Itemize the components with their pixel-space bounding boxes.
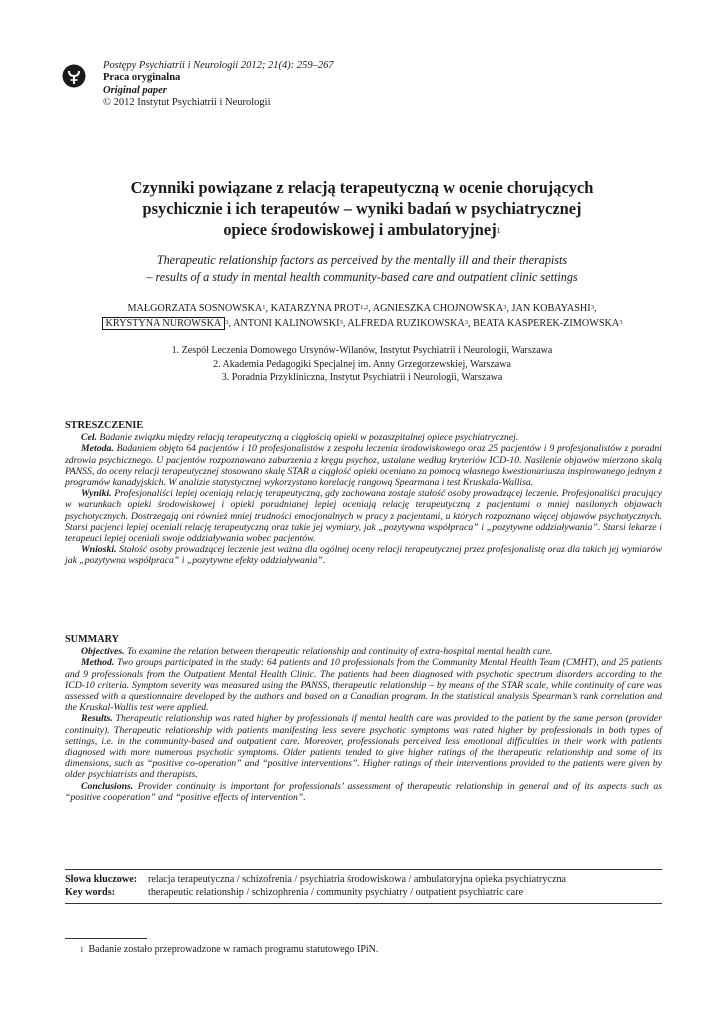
abstract-paragraph: Metoda. Badaniem objęto 64 pacjentów i 10 profesjonalistów z zespołu leczenia środowiskowego oraz 25 pacjentów i 9 profesjonalistów z poradni zdrowia psychicznego. U pacjentów rozpoznawano zaburzenia z kręgu psychoz, ustalane według kryteriów ICD-10. Nasilenie objawów mierzono skalą PANSS, do oceny relacji terapeutycznej stosowano skalę STAR a ciągłość opieki oceniano za pomocą własnego kwestionariusza inspirowanego jednym z programów kanadyjskich. W analizie statystycznej wykorzystano korelację rangową Spearmana i test Kruskala-Wallisa. <box>65 443 662 489</box>
abstract-paragraph: Method. Two groups participated in the study: 64 patients and 10 professionals from the Community Mental Health Team (CMHT), and 25 patients and 9 professionals from the Outpatient Mental Health Clinic. The patients had been diagnosed with psychotic spectrum disorders according to the ICD-10 criteria. Symptom severity was measured using the PANSS, therapeutic relationship – by means of the STAR scale, while continuity of care was assessed with a questionnaire developed by the authors and based on a Canadian program. In the statistical analysis Spearman’s rank correlation and the Kruskal-Wallis test were applied. <box>65 657 662 714</box>
author-line: KRYSTYNA NUROWSKA $^3$, ANTONI KALINOWSKI$^3$, ALFREDA RUZIKOWSKA$^3$, BEATA KASPEREK-ZIMOWSKA$^3$ <box>50 316 674 331</box>
footnote-mark: 1 <box>80 946 84 954</box>
abstract-pl <box>65 420 662 567</box>
footnote-rule <box>65 938 147 939</box>
title-footnote-mark: 1 <box>496 226 501 235</box>
author-line: MAŁGORZATA SOSNOWSKA$^1$, KATARZYNA PROT$^{1,2}$, AGNIESZKA CHOJNOWSKA$^3$, JAN KOBAYASHI$^3$, <box>127 303 597 314</box>
section-heading: STRESZCZENIE <box>65 420 144 431</box>
journal-header <box>103 60 334 110</box>
footnote-text: Badanie zostało przeprowadzone w ramach programu statutowego IPiN. <box>88 944 379 955</box>
title-line-text: opiece środowiskowej i ambulatoryjnej <box>223 220 497 239</box>
keywords-pl: Słowa kluczowe: relacja terapeutyczna / schizofrenia / psychiatria środowiskowa / ambulatoryjna opieka psychiatryczna <box>65 874 567 885</box>
section-heading: SUMMARY <box>65 634 119 645</box>
title-line: Czynniki powiązane z relacją terapeutyczną w ocenie chorujących <box>130 178 594 197</box>
author: AGNIESZKA CHOJNOWSKA$^3$ <box>372 303 507 314</box>
abstract-paragraph: Results. Therapeutic relationship was rated higher by professionals if mental health care was provided to the patient by the same person (provider continuity). Therapeutic relationship with patients manifesting less severe psychotic symptoms was rated higher by professionals in both types of settings, i.e. in the community-based and outpatient care. Moreover, professionals perceived less emotional difficulties in their work with patients diagnosed with more numerous psychotic symptoms. Older patients tended to give higher ratings of the therapeutic relationship and some of its dimensions, such as “positive co-operation” and “positive interventions”. Higher ratings of their interventions provided to the patients were given by older psychiatrists and therapists. <box>65 713 662 781</box>
journal-citation: Postępy Psychiatrii i Neurologii 2012; 21(4): 259–267 <box>103 60 334 71</box>
journal-logo-icon <box>62 64 86 88</box>
abstract-paragraph: Cel. Badanie związku między relacją terapeutyczną a ciągłością opieki w pozaszpitalnej opiece psychiatrycznej. <box>81 432 519 444</box>
abstract-paragraph: Wnioski. Stałość osoby prowadzącej leczenie jest ważna dla ogólnej oceny relacji terapeutycznej przez profesjonalistę oraz dla takich jej wymiarów jak „pozytywna współpraca” i „pozytywne efekty oddziaływania”. <box>65 544 662 567</box>
author: JAN KOBAYASHI$^3$ <box>511 303 594 314</box>
keywords-en: Key words: therapeutic relationship / schizophrenia / community psychiatry / outpatient psychiatric care <box>65 886 524 898</box>
paper-type-en: Original paper <box>103 84 167 96</box>
footnote <box>80 944 378 956</box>
affiliation-item: 2. Akademia Pedagogiki Specjalnej im. Anny Grzegorzewskiej, Warszawa <box>213 358 511 370</box>
author: ALFREDA RUZIKOWSKA$^3$ <box>347 318 469 329</box>
author: MAŁGORZATA SOSNOWSKA$^1$ <box>127 303 266 314</box>
affiliation-item: 3. Poradnia Przykliniczna, Instytut Psychiatrii i Neurologii, Warszawa <box>221 372 503 383</box>
article-title <box>60 177 664 240</box>
author-boxed: KRYSTYNA NUROWSKA $^3$ <box>102 318 229 329</box>
copyright-line: © 2012 Instytut Psychiatrii i Neurologii <box>103 97 271 109</box>
subtitle-line: – results of a study in mental health community-based care and outpatient clinic settings <box>146 269 578 284</box>
affiliation-item: 1. Zespół Leczenia Domowego Ursynów-Wilanów, Instytut Psychiatrii i Neurologii, Warszawa <box>171 345 553 356</box>
title-line <box>60 219 664 240</box>
keywords-bottom-rule <box>65 903 662 904</box>
article-subtitle-en <box>60 252 664 285</box>
author: BEATA KASPEREK-ZIMOWSKA$^3$ <box>473 318 623 329</box>
abstract-paragraph: Wyniki. Profesjonaliści lepiej oceniają relację terapeutyczną, gdy zachowana zostaje stałość osoby prowadzącej leczenie. Profesjonaliści pracujący w warunkach opieki środowiskowej i opieki poradnianej lepiej oceniają relację terapeutyczną z pacjentami o mniej nasilonych objawach psychotycznych. Dostrzegają oni również mniej trudności emocjonalnych w pracy z pacjentami, u których rozpoznano więcej objawów psychotycznych. Starsi pacjenci lepiej oceniali relację terapeutyczną oraz takie jej wymiary, jak „pozytywna współpraca” i „pozytywne oddziaływania”. Starsi lekarze i terapeuci lepiej oceniali swoje oddziaływania wobec pacjentów. <box>65 488 662 545</box>
affiliations <box>60 344 664 385</box>
title-line: psychicznie i ich terapeutów – wyniki badań w psychiatrycznej <box>142 199 582 218</box>
author: KATARZYNA PROT$^{1,2}$ <box>270 303 369 314</box>
abstract-paragraph: Objectives. To examine the relation between therapeutic relationship and continuity of extra-hospital mental health care. <box>81 646 553 658</box>
abstract-en <box>65 634 662 803</box>
author-list <box>50 301 674 331</box>
author: ANTONI KALINOWSKI$^3$ <box>233 318 343 329</box>
subtitle-line: Therapeutic relationship factors as perceived by the mentally ill and their therapists <box>156 253 568 267</box>
paper-type-pl: Praca oryginalna <box>103 72 181 84</box>
abstract-paragraph: Conclusions. Provider continuity is important for professionals’ assessment of therapeutic relationship in general and of its aspects such as “positive cooperation” and “positive effects of intervention”. <box>65 780 662 803</box>
keywords-top-rule <box>65 869 662 870</box>
keywords-block <box>65 874 662 899</box>
